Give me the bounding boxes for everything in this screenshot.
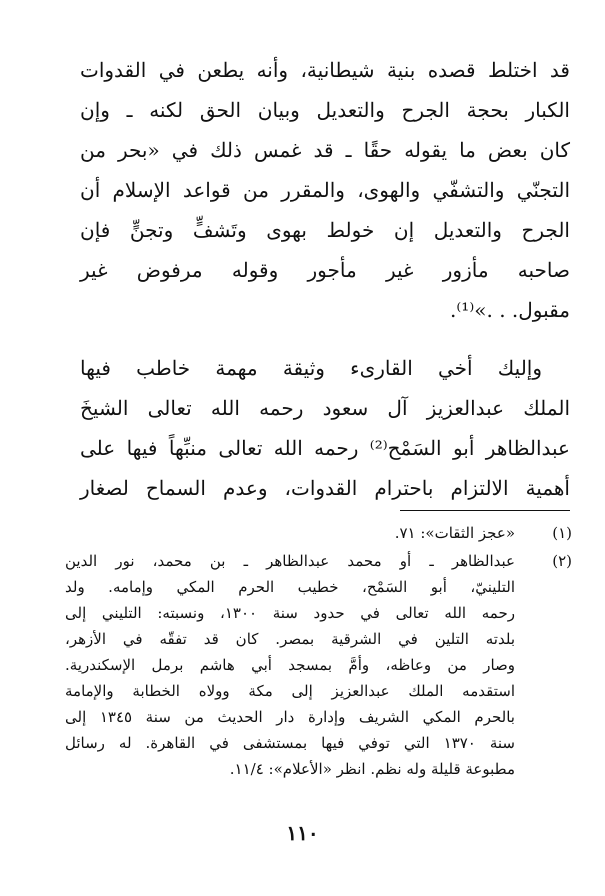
footnote-2-line-3: رحمه الله تعالى في حدود سنة ١٣٠٠، ونسبته: التليني إلى (65, 604, 515, 622)
paragraph-1-line-7: مقبول. . .»⁽¹⁾. (450, 298, 570, 322)
footnote-2-line-8: سنة ١٣٧٠ التي توفي فيها بمستشفى في القاهرة. له رسائل (65, 734, 516, 752)
paragraph-1-line-5: الجرح والتعديل إن خولط بهوى وتَشفٍّ وتجنٍّ فإن (80, 218, 570, 242)
footnote-2-line-7: بالحرم المكي الشريف وإدارة دار الحديث من سنة ١٣٤٥ إلى (65, 708, 515, 726)
paragraph-2-line-3: عبدالظاهر أبو السَمْح⁽²⁾ رحمه الله تعالى منبِّهاً فيها على (80, 436, 570, 460)
footnote-2-line-6: استقدمه الملك عبدالعزيز إلى مكة وولاه الخطابة والإمامة (65, 682, 515, 700)
footnote-2-line-1: عبدالظاهر ـ أو محمد عبدالظاهر ـ بن محمد، نور الدين (65, 552, 515, 570)
footnote-1-line-1: «عجز الثقات»: ٧١. (394, 524, 515, 542)
footnote-2-line-4: بلدته التلين في الشرقية بمصر. كان قد تفقّه في الأزهر، (65, 630, 515, 648)
paragraph-1-line-1: قد اختلط قصده بنية شيطانية، وأنه يطعن في القدوات (80, 58, 570, 82)
paragraph-1-line-3: كان بعض ما يقوله حقًا ـ قد غمس ذلك في «بحر من (80, 138, 570, 162)
paragraph-2-line-4: أهمية الالتزام باحترام القدوات، وعدم السماح لصغار (80, 476, 570, 500)
paragraph-1-line-4: التجنّي والتشفّي والهوى، والمقرر من قواعد الإسلام أن (80, 178, 570, 202)
footnote-2-line-5: وصار من وعاظه، وأمَّ بمسجد أبي هاشم برمل الإسكندرية. (65, 656, 515, 674)
footnote-separator (400, 510, 570, 511)
paragraph-2-line-2: الملك عبدالعزيز آل سعود رحمه الله تعالى الشيخَ (80, 396, 570, 420)
footnote-2-line-9: مطبوعة قليلة وله نظم. انظر «الأعلام»: ١١/٤. (229, 760, 515, 778)
footnote-1-number: (١) (552, 524, 572, 542)
paragraph-1-line-6: صاحبه مأزور غير مأجور وقوله مرفوض غير (80, 258, 570, 282)
footnote-2-line-2: التلينيّ، أبو السَمْح، خطيب الحرم المكي وإمامه. ولد (65, 578, 515, 596)
footnote-2-number: (٢) (552, 552, 572, 570)
page-number: ١١٠ (286, 821, 319, 845)
paragraph-2-line-1: وإليك أخي القارىء وثيقة مهمة خاطب فيها (80, 356, 542, 380)
paragraph-1-line-2: الكبار بحجة الجرح والتعديل وبيان الحق لكنه ـ وإن (80, 98, 570, 122)
